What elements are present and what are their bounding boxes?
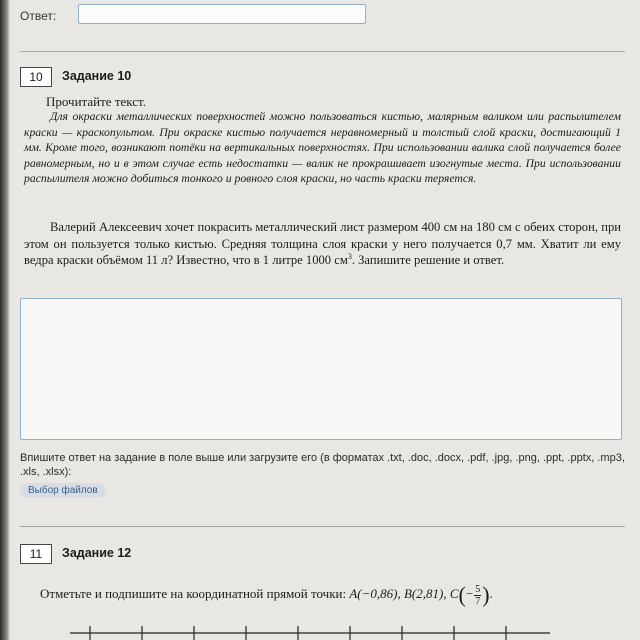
point-c-label: C [449,585,459,601]
task12-statement [40,582,493,608]
divider [20,526,625,527]
right-paren: ) [482,582,490,607]
task-title: Задание 12 [62,546,132,560]
divider [20,51,625,52]
left-paren: ( [458,582,466,607]
task-number-badge: 11 [20,544,52,564]
end-punct: . [489,585,493,601]
task-title: Задание 10 [62,69,132,83]
problem-text-main: Валерий Алексеевич хочет покрасить металлический лист размером 400 см на 180 см с обеих сторон, при этом он пользуется только кистью. Средняя толщина слоя краски у него получается 0,7 мм. Хватит ли ему ведра краски объёмом 11 л? Известно, что в 1 литре 1000 см [24,220,621,268]
answer-input[interactable] [78,4,366,24]
fraction-denominator: 7 [475,595,481,607]
answer-textarea[interactable] [20,298,622,440]
task-intro: Прочитайте текст. [46,94,146,109]
upload-hint: Впишите ответ на задание в поле выше или загрузите его (в форматах .txt, .doc, .docx, .pdf, .jpg, .png, .ppt, .pptx, .mp3, .xls, .xlsx): [20,452,625,478]
photo-edge-shadow [0,0,10,640]
task-number-badge: 10 [20,67,52,87]
fraction-numerator: 5 [475,583,481,595]
problem-superscript: 3 [347,252,352,261]
choose-files-button[interactable]: Выбор файлов [20,483,106,498]
problem-statement [24,219,621,269]
page [10,0,640,640]
fraction [474,584,481,607]
problem-text-end: . Запишите решение и ответ. [351,253,505,268]
point-c-sign: − [465,585,474,601]
coordinate-line [70,622,550,640]
reading-text: Для окраски металлических поверхностей можно пользоваться кистью, малярным валиком или распылителем краски — краскопультом. При окраске кистью получается неравномерный и толстый слой краски, достигающий 1 мм. Кроме того, возникают потёки на вертикальных поверхностях. При использовании валика слой получается более равномерным, но и в этом случае есть недостатки — валик не прокрашивает изогнутые места. При использовании распылителя можно добиться тонкого и ровного слоя краски, но часть краски теряется. [24,110,621,186]
point-b: B(2,81), [403,585,450,601]
task12-text: Отметьте и подпишите на координатной прямой точки: [40,585,350,601]
answer-label: Ответ: [20,9,57,23]
point-a: A(−0,86), [349,585,404,601]
